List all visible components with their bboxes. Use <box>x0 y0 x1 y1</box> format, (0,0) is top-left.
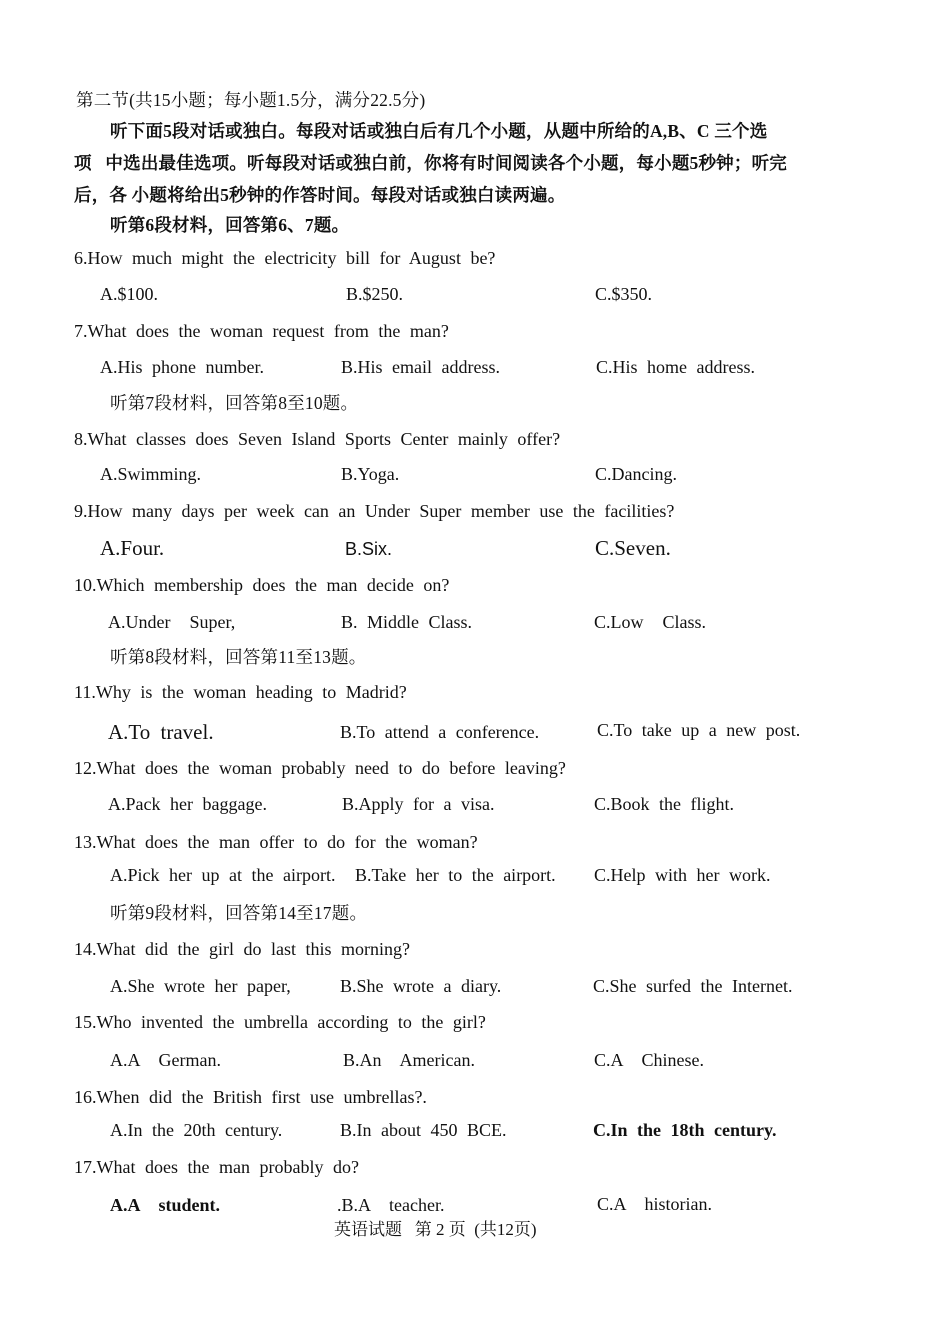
group-6-heading: 听第6段材料，回答第6、7题。 <box>110 215 350 235</box>
question-11-option-c[interactable]: C.To take up a new post. <box>597 720 801 740</box>
question-12-option-b[interactable]: B.Apply for a visa. <box>342 794 495 814</box>
section-heading: 第二节(共15小题；每小题1.5分，满分22.5分) <box>76 90 426 110</box>
question-15-option-c[interactable]: C.A Chinese. <box>594 1050 705 1070</box>
question-8-option-a[interactable]: A.Swimming. <box>100 464 202 484</box>
question-17-option-b[interactable]: .B.A teacher. <box>337 1195 445 1215</box>
instructions-line-1: 听下面5段对话或独白。每段对话或独白后有几个小题，从题中所给的A,B、C 三个选 <box>110 121 768 141</box>
question-15-option-b[interactable]: B.An American. <box>343 1050 475 1070</box>
question-7-option-b[interactable]: B.His email address. <box>341 357 500 377</box>
question-12-stem: 12.What does the woman probably need to do before leaving? <box>74 758 566 778</box>
question-9-option-b[interactable]: B.Six. <box>345 539 393 559</box>
question-12-option-c[interactable]: C.Book the flight. <box>594 794 734 814</box>
question-6-stem: 6.How much might the electricity bill for August be? <box>74 248 496 268</box>
question-13-option-a[interactable]: A.Pick her up at the airport. <box>110 865 336 885</box>
question-6-option-b[interactable]: B.$250. <box>346 284 404 304</box>
question-16-option-c[interactable]: C.In the 18th century. <box>593 1120 777 1140</box>
question-7-stem: 7.What does the woman request from the man? <box>74 321 449 341</box>
question-9-option-a[interactable]: A.Four. <box>100 536 165 560</box>
question-13-stem: 13.What does the man offer to do for the woman? <box>74 832 478 852</box>
question-10-option-c[interactable]: C.Low Class. <box>594 612 707 632</box>
question-8-stem: 8.What classes does Seven Island Sports Center mainly offer? <box>74 429 561 449</box>
question-15-option-a[interactable]: A.A German. <box>110 1050 221 1070</box>
question-6-option-a[interactable]: A.$100. <box>100 284 158 304</box>
question-11-stem: 11.Why is the woman heading to Madrid? <box>74 682 407 702</box>
question-11-option-a[interactable]: A.To travel. <box>108 720 214 744</box>
page-footer: 英语试题 第 2 页 (共12页) <box>334 1220 537 1239</box>
question-14-option-b[interactable]: B.She wrote a diary. <box>340 976 502 996</box>
question-7-option-a[interactable]: A.His phone number. <box>100 357 264 377</box>
instructions-line-3: 后，各 小题将给出5秒钟的作答时间。每段对话或独白读两遍。 <box>74 185 566 205</box>
question-7-option-c[interactable]: C.His home address. <box>596 357 755 377</box>
question-17-option-a[interactable]: A.A student. <box>110 1195 221 1215</box>
question-13-option-c[interactable]: C.Help with her work. <box>594 865 771 885</box>
question-12-option-a[interactable]: A.Pack her baggage. <box>108 794 267 814</box>
question-8-option-c[interactable]: C.Dancing. <box>595 464 677 484</box>
question-10-option-b[interactable]: B. Middle Class. <box>341 612 473 632</box>
question-14-option-c[interactable]: C.She surfed the Internet. <box>593 976 793 996</box>
question-16-option-a[interactable]: A.In the 20th century. <box>110 1120 283 1140</box>
group-9-heading: 听第9段材料，回答第14至17题。 <box>110 903 368 923</box>
group-8-heading: 听第8段材料，回答第11至13题。 <box>110 647 367 667</box>
question-6-option-c[interactable]: C.$350. <box>595 284 653 304</box>
question-17-stem: 17.What does the man probably do? <box>74 1157 359 1177</box>
question-14-stem: 14.What did the girl do last this morning? <box>74 939 410 959</box>
question-13-option-b[interactable]: B.Take her to the airport. <box>355 865 556 885</box>
question-8-option-b[interactable]: B.Yoga. <box>341 464 400 484</box>
question-10-option-a[interactable]: A.Under Super, <box>108 612 236 632</box>
question-15-stem: 15.Who invented the umbrella according to the girl? <box>74 1012 486 1032</box>
question-9-stem: 9.How many days per week can an Under Super member use the facilities? <box>74 501 675 521</box>
question-17-option-c[interactable]: C.A historian. <box>597 1194 713 1214</box>
question-10-stem: 10.Which membership does the man decide on? <box>74 575 450 595</box>
question-9-option-c[interactable]: C.Seven. <box>595 536 671 560</box>
question-11-option-b[interactable]: B.To attend a conference. <box>340 722 540 742</box>
question-14-option-a[interactable]: A.She wrote her paper, <box>110 976 291 996</box>
question-16-option-b[interactable]: B.In about 450 BCE. <box>340 1120 507 1140</box>
instructions-line-2: 项 中选出最佳选项。听每段对话或独白前，你将有时间阅读各个小题，每小题5秒钟；听完 <box>74 153 787 173</box>
question-16-stem: 16.When did the British first use umbrellas?. <box>74 1087 427 1107</box>
group-7-heading: 听第7段材料，回答第8至10题。 <box>110 393 359 413</box>
